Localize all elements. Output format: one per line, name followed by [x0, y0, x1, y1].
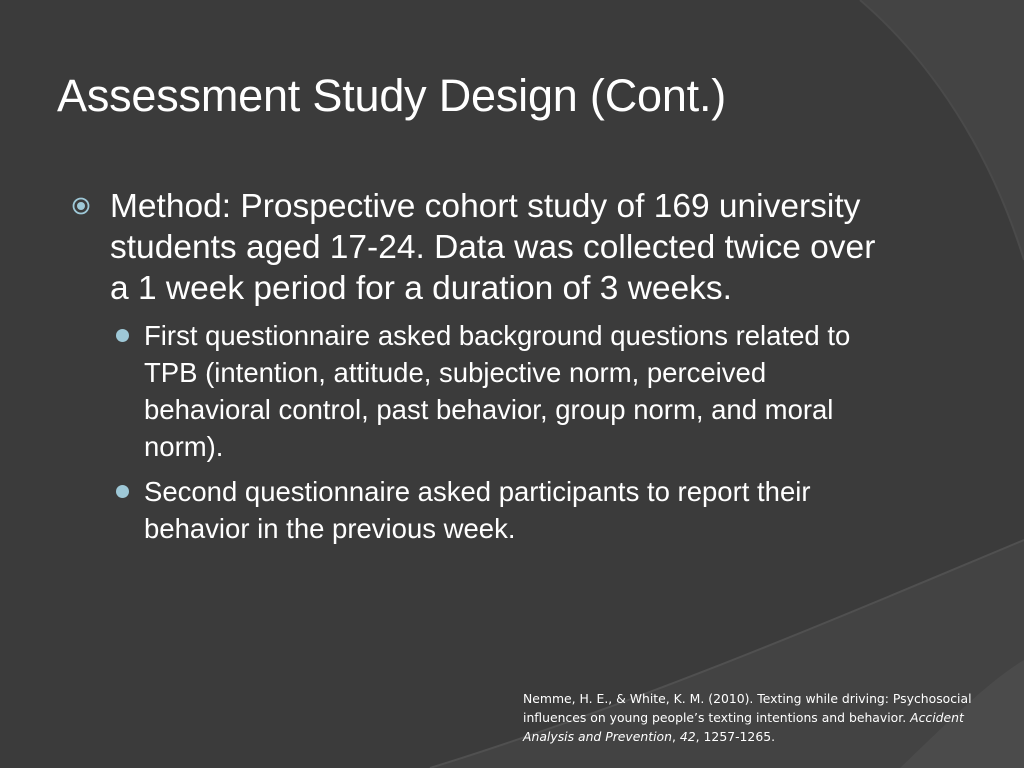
- citation: [523, 689, 993, 746]
- slide-body: [70, 186, 880, 563]
- sub-bullet-text: Second questionnaire asked participants to report their behavior in the previous week.: [144, 476, 811, 544]
- sub-bullet-text: First questionnaire asked background questions related to TPB (intention, attitude, subjective norm, perceived behavioral control, past behavior, group norm, and moral norm).: [144, 320, 851, 462]
- sub-bullet-first-questionnaire: [110, 317, 880, 465]
- sub-bullet-list: [110, 317, 880, 547]
- circled-dot-icon: [72, 197, 90, 215]
- citation-volume: 42: [679, 729, 696, 744]
- filled-circle-icon: [116, 329, 129, 342]
- citation-journal: Accident Analysis and Prevention: [523, 710, 964, 744]
- filled-circle-icon: [116, 485, 129, 498]
- top-right-arc: [860, 0, 1024, 260]
- citation-pages: , 1257-1265.: [695, 729, 776, 744]
- sub-bullet-second-questionnaire: [110, 473, 880, 547]
- bullet-method: [70, 186, 880, 309]
- slide-title: Assessment Study Design (Cont.): [57, 70, 727, 121]
- bullet-method-text: Method: Prospective cohort study of 169 university students aged 17-24. Data was collected twice over a 1 week period for a duration of 3 weeks.: [110, 188, 876, 307]
- citation-sep: ,: [671, 729, 676, 744]
- citation-authors: Nemme, H. E., & White, K. M. (2010). Texting while driving: Psychosocial influences on young people’s texting intentions and behavior.: [523, 691, 972, 725]
